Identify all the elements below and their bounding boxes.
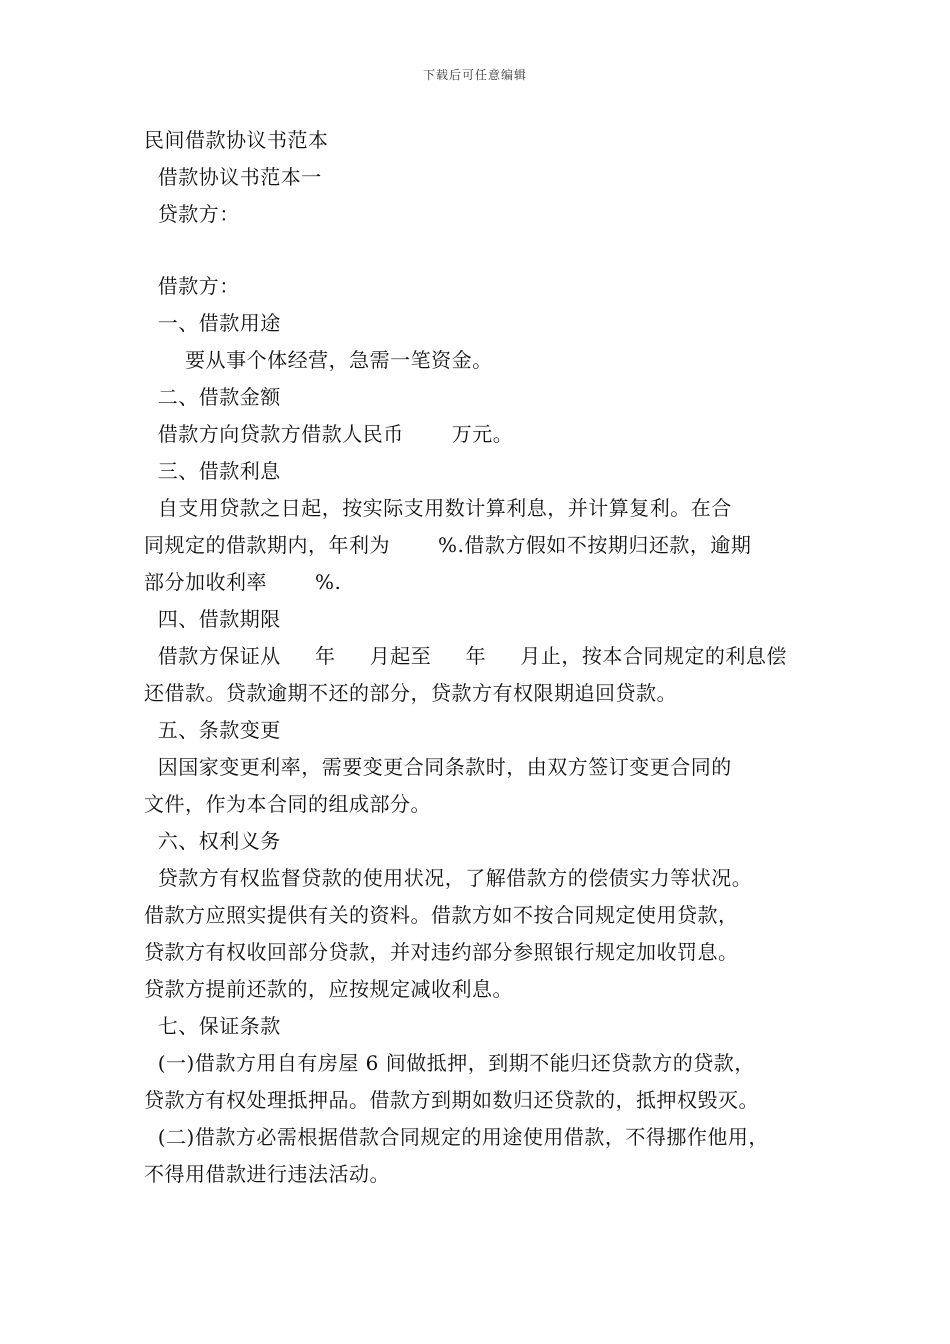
heading-amount: 二、借款金额 xyxy=(144,385,281,409)
paragraph-line: 部分加收利率 %. xyxy=(144,570,342,594)
paragraph-line: 贷款方有权监督贷款的使用状况，了解借款方的偿债实力等状况。 xyxy=(144,866,753,890)
paragraph-line: 不得用借款进行违法活动。 xyxy=(144,1162,390,1186)
paragraph-line: 贷款方有权收回部分贷款，并对违约部分参照银行规定加收罚息。 xyxy=(144,940,739,964)
paragraph-line: 因国家变更利率，需要变更合同条款时，由双方签订变更合同的 xyxy=(144,755,732,779)
paragraph-line: 借款方保证从 年 月起至 年 月止，按本合同规定的利息偿 xyxy=(144,644,787,668)
heading-purpose: 一、借款用途 xyxy=(144,311,281,335)
page-header: 下载后可任意编辑 xyxy=(422,68,527,82)
heading-rights: 六、权利义务 xyxy=(144,829,281,853)
paragraph-line: 同规定的借款期内，年利为 %.借款方假如不按期归还款，逾期 xyxy=(144,533,752,557)
paragraph-line: (一)借款方用自有房屋 6 间做抵押，到期不能归还贷款方的贷款， xyxy=(144,1051,755,1075)
paragraph-line: 还借款。贷款逾期不还的部分，贷款方有权限期追回贷款。 xyxy=(144,681,677,705)
lender-label: 贷款方： xyxy=(144,202,240,226)
heading-change: 五、条款变更 xyxy=(144,718,281,742)
heading-term: 四、借款期限 xyxy=(144,607,281,631)
borrower-label: 借款方： xyxy=(144,274,240,298)
paragraph-line: 借款方向贷款方借款人民币 万元。 xyxy=(144,422,514,446)
paragraph-line: 借款方应照实提供有关的资料。借款方如不按合同规定使用贷款， xyxy=(144,903,739,927)
document-body xyxy=(144,122,824,1193)
document-title: 民间借款协议书范本 xyxy=(144,128,329,152)
paragraph-line: (二)借款方必需根据借款合同规定的用途使用借款，不得挪作他用， xyxy=(144,1125,769,1149)
blank-space xyxy=(144,233,824,268)
heading-guarantee: 七、保证条款 xyxy=(144,1014,281,1038)
paragraph-line: 文件，作为本合同的组成部分。 xyxy=(144,792,431,816)
paragraph-line: 贷款方提前还款的，应按规定减收利息。 xyxy=(144,977,513,1001)
heading-interest: 三、借款利息 xyxy=(144,459,281,483)
paragraph-line: 贷款方有权处理抵押品。借款方到期如数归还贷款的，抵押权毁灭。 xyxy=(144,1088,759,1112)
paragraph-line: 自支用贷款之日起，按实际支用数计算利息，并计算复利。在合 xyxy=(144,496,732,520)
section-subtitle: 借款协议书范本一 xyxy=(144,165,322,189)
paragraph-line: 要从事个体经营，急需一笔资金。 xyxy=(144,348,493,372)
